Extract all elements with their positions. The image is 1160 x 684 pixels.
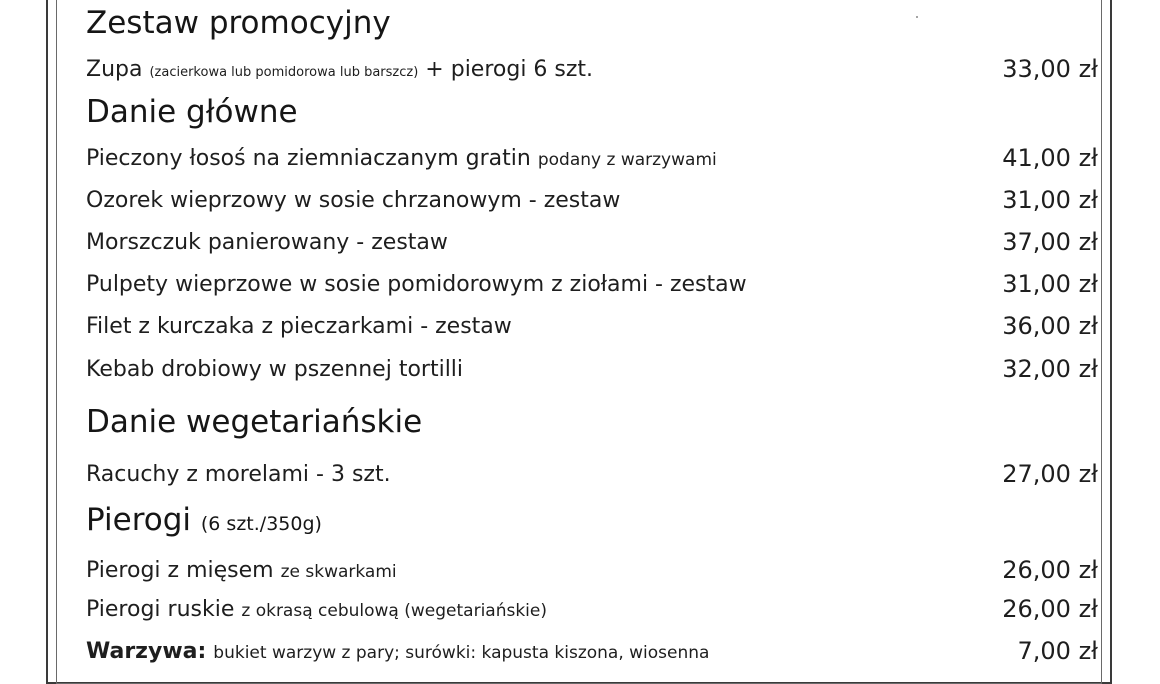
menu-item-price: 31,00 zł [1002,270,1098,298]
menu-item-name: Morszczuk panierowany - zestaw [86,229,448,255]
menu-item-name: Filet z kurczaka z pieczarkami - zestaw [86,313,512,339]
menu-item-name: Kebab drobiowy w pszennej tortilli [86,356,464,382]
menu-item-price: 31,00 zł [1002,186,1098,214]
menu-item-price: 37,00 zł [1002,228,1098,256]
print-speck [916,16,918,18]
menu-item-pierogi-meat [86,553,1098,587]
menu-item-vegetables [86,634,1098,668]
menu-item-price: 32,00 zł [1002,355,1098,383]
menu-item-salmon [86,141,1098,175]
menu-item-price: 26,00 zł [1002,556,1098,584]
menu-item-name: Zupa (zacierkowa lub pomidorowa lub barszcz) + pierogi 6 szt. [86,56,594,82]
menu-item-meatballs [86,267,1098,301]
menu-item-name: Ozorek wieprzowy w sosie chrzanowym - zestaw [86,187,621,213]
menu-item-price: 27,00 zł [1002,460,1098,488]
menu-item-tongue [86,183,1098,217]
menu-item-name: Pierogi ruskie z okrasą cebulową (wegetariańskie) [86,596,548,622]
menu-item-racuchy [86,457,1098,491]
section-title-promo: Zestaw promocyjny [86,5,391,41]
menu-item-name: Racuchy z morelami - 3 szt. [86,461,391,487]
menu-item-price: 33,00 zł [1002,55,1098,83]
menu-item-name: Pierogi z mięsem ze skwarkami [86,557,397,583]
menu-item-price: 26,00 zł [1002,595,1098,623]
menu-item-kebab [86,352,1098,386]
menu-item-price: 7,00 zł [1017,637,1098,665]
section-title-pierogi: Pierogi (6 szt./350g) [86,502,322,538]
menu-item-name: Warzywa: bukiet warzyw z pary; surówki: kapusta kiszona, wiosenna [86,638,710,664]
menu-item-chicken-fillet [86,309,1098,343]
menu-item-name: Pulpety wieprzowe w sosie pomidorowym z ziołami - zestaw [86,271,747,297]
section-title-vegetarian: Danie wegetariańskie [86,404,423,440]
menu-item-price: 36,00 zł [1002,312,1098,340]
menu-item-name: Pieczony łosoś na ziemniaczanym gratin podany z warzywami [86,145,717,171]
section-title-main: Danie główne [86,94,298,130]
menu-item-price: 41,00 zł [1002,144,1098,172]
menu-item-promo-soup [86,52,1098,86]
menu-item-pierogi-ruskie [86,592,1098,626]
menu-item-hake [86,225,1098,259]
